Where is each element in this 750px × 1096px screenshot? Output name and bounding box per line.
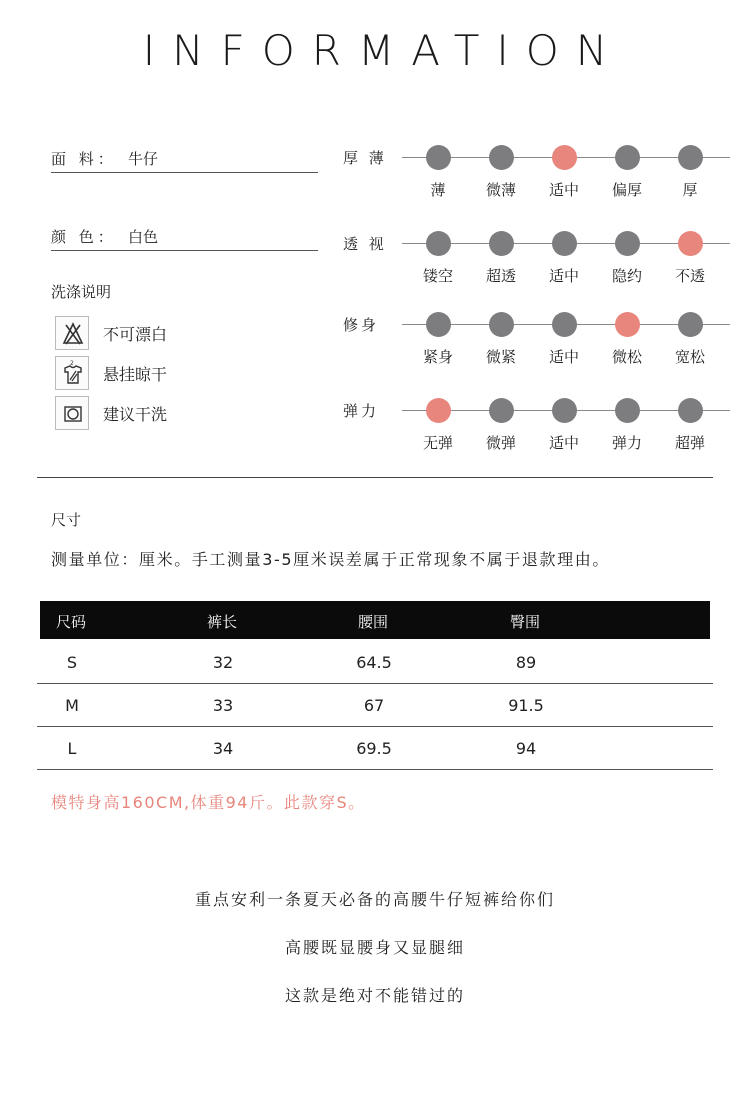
- scale-option-label: 弹力: [611, 434, 642, 452]
- table-row: [37, 684, 713, 727]
- color-label: 颜 色：: [51, 228, 117, 246]
- size-title: 尺寸: [51, 511, 82, 529]
- scale-dot: [552, 312, 577, 337]
- scale-option-label: 无弹: [422, 434, 453, 452]
- care-label: 悬挂晾干: [103, 365, 168, 384]
- scale-name: 透 视: [343, 235, 387, 253]
- fabric-field: [51, 148, 318, 173]
- scale-dot: [489, 231, 514, 256]
- scale-option-label: 宽松: [674, 348, 705, 366]
- table-cell: 67: [363, 696, 385, 715]
- table-cell: 34: [212, 739, 234, 758]
- scale-option-label: 微松: [611, 348, 642, 366]
- table-cell: 69.5: [356, 739, 392, 758]
- scale-dot: [426, 312, 451, 337]
- color-value: 白色: [128, 228, 159, 246]
- scale-option-label: 薄: [430, 181, 446, 199]
- scale-dot: [426, 145, 451, 170]
- scale-option-label: 镂空: [422, 267, 453, 285]
- size-note: 测量单位：厘米。手工测量3-5厘米误差属于正常现象不属于退款理由。: [51, 550, 610, 569]
- scale-option-label: 隐约: [611, 267, 642, 285]
- table-cell: 91.5: [508, 696, 544, 715]
- table-row: [37, 727, 713, 770]
- scale-option-label: 微紧: [485, 348, 516, 366]
- promo-line: 高腰既显腰身又显腿细: [284, 938, 465, 957]
- scale-option-label: 适中: [548, 267, 579, 285]
- scale-dot-selected: [426, 398, 451, 423]
- header-length: 裤长: [207, 613, 238, 631]
- table-cell: S: [66, 653, 78, 672]
- scale-dot: [552, 398, 577, 423]
- table-row: [37, 641, 713, 684]
- header-waist: 腰围: [358, 613, 389, 631]
- scale-dot: [426, 231, 451, 256]
- scale-option-label: 偏厚: [611, 181, 642, 199]
- scale-dot: [615, 398, 640, 423]
- table-cell: L: [67, 739, 77, 758]
- scale-dot-selected: [678, 231, 703, 256]
- header-hip: 臀围: [510, 613, 541, 631]
- table-cell: 32: [212, 653, 234, 672]
- scale-name: 修身: [343, 316, 380, 334]
- promo-line: 重点安利一条夏天必备的高腰牛仔短裤给你们: [194, 890, 555, 909]
- scale-dot: [489, 398, 514, 423]
- table-cell: 94: [515, 739, 537, 758]
- scale-option-label: 微薄: [485, 181, 516, 199]
- table-cell: 33: [212, 696, 234, 715]
- care-label: 不可漂白: [103, 325, 168, 344]
- scale-dot: [678, 145, 703, 170]
- scale-dot: [489, 145, 514, 170]
- fabric-label: 面 料：: [51, 150, 117, 168]
- promo-line: 这款是绝对不能错过的: [284, 986, 465, 1005]
- scale-dot-selected: [552, 145, 577, 170]
- table-cell: M: [65, 696, 79, 715]
- table-cell: 64.5: [356, 653, 392, 672]
- dry-clean-icon: [55, 396, 89, 430]
- scale-option-label: 不透: [674, 267, 705, 285]
- model-note: 模特身高160CM,体重94斤。此款穿S。: [51, 793, 366, 812]
- scale-dot: [615, 145, 640, 170]
- color-field: [51, 226, 318, 251]
- scale-dot: [489, 312, 514, 337]
- scale-dot: [678, 398, 703, 423]
- scale-option-label: 适中: [548, 181, 579, 199]
- size-table-header: [40, 601, 710, 639]
- care-label: 建议干洗: [103, 405, 168, 424]
- scale-option-label: 适中: [548, 434, 579, 452]
- table-cell: 89: [515, 653, 537, 672]
- scale-dot: [552, 231, 577, 256]
- fabric-value: 牛仔: [128, 150, 159, 168]
- page-title: INFORMATION: [142, 26, 625, 75]
- scale-option-label: 适中: [548, 348, 579, 366]
- scale-name: 厚 薄: [343, 149, 387, 167]
- scale-dot: [678, 312, 703, 337]
- hang-dry-icon: [55, 356, 89, 390]
- scale-dot: [615, 231, 640, 256]
- washing-title: 洗涤说明: [51, 283, 112, 301]
- scale-option-label: 微弹: [485, 434, 516, 452]
- section-divider: [37, 477, 713, 478]
- scale-option-label: 超透: [485, 267, 516, 285]
- scale-option-label: 厚: [682, 181, 698, 199]
- scale-option-label: 超弹: [674, 434, 705, 452]
- header-size: 尺码: [56, 613, 87, 631]
- scale-name: 弹力: [343, 402, 380, 420]
- scale-option-label: 紧身: [422, 348, 453, 366]
- no-bleach-icon: [55, 316, 89, 350]
- svg-text:2: 2: [70, 360, 74, 367]
- scale-dot-selected: [615, 312, 640, 337]
